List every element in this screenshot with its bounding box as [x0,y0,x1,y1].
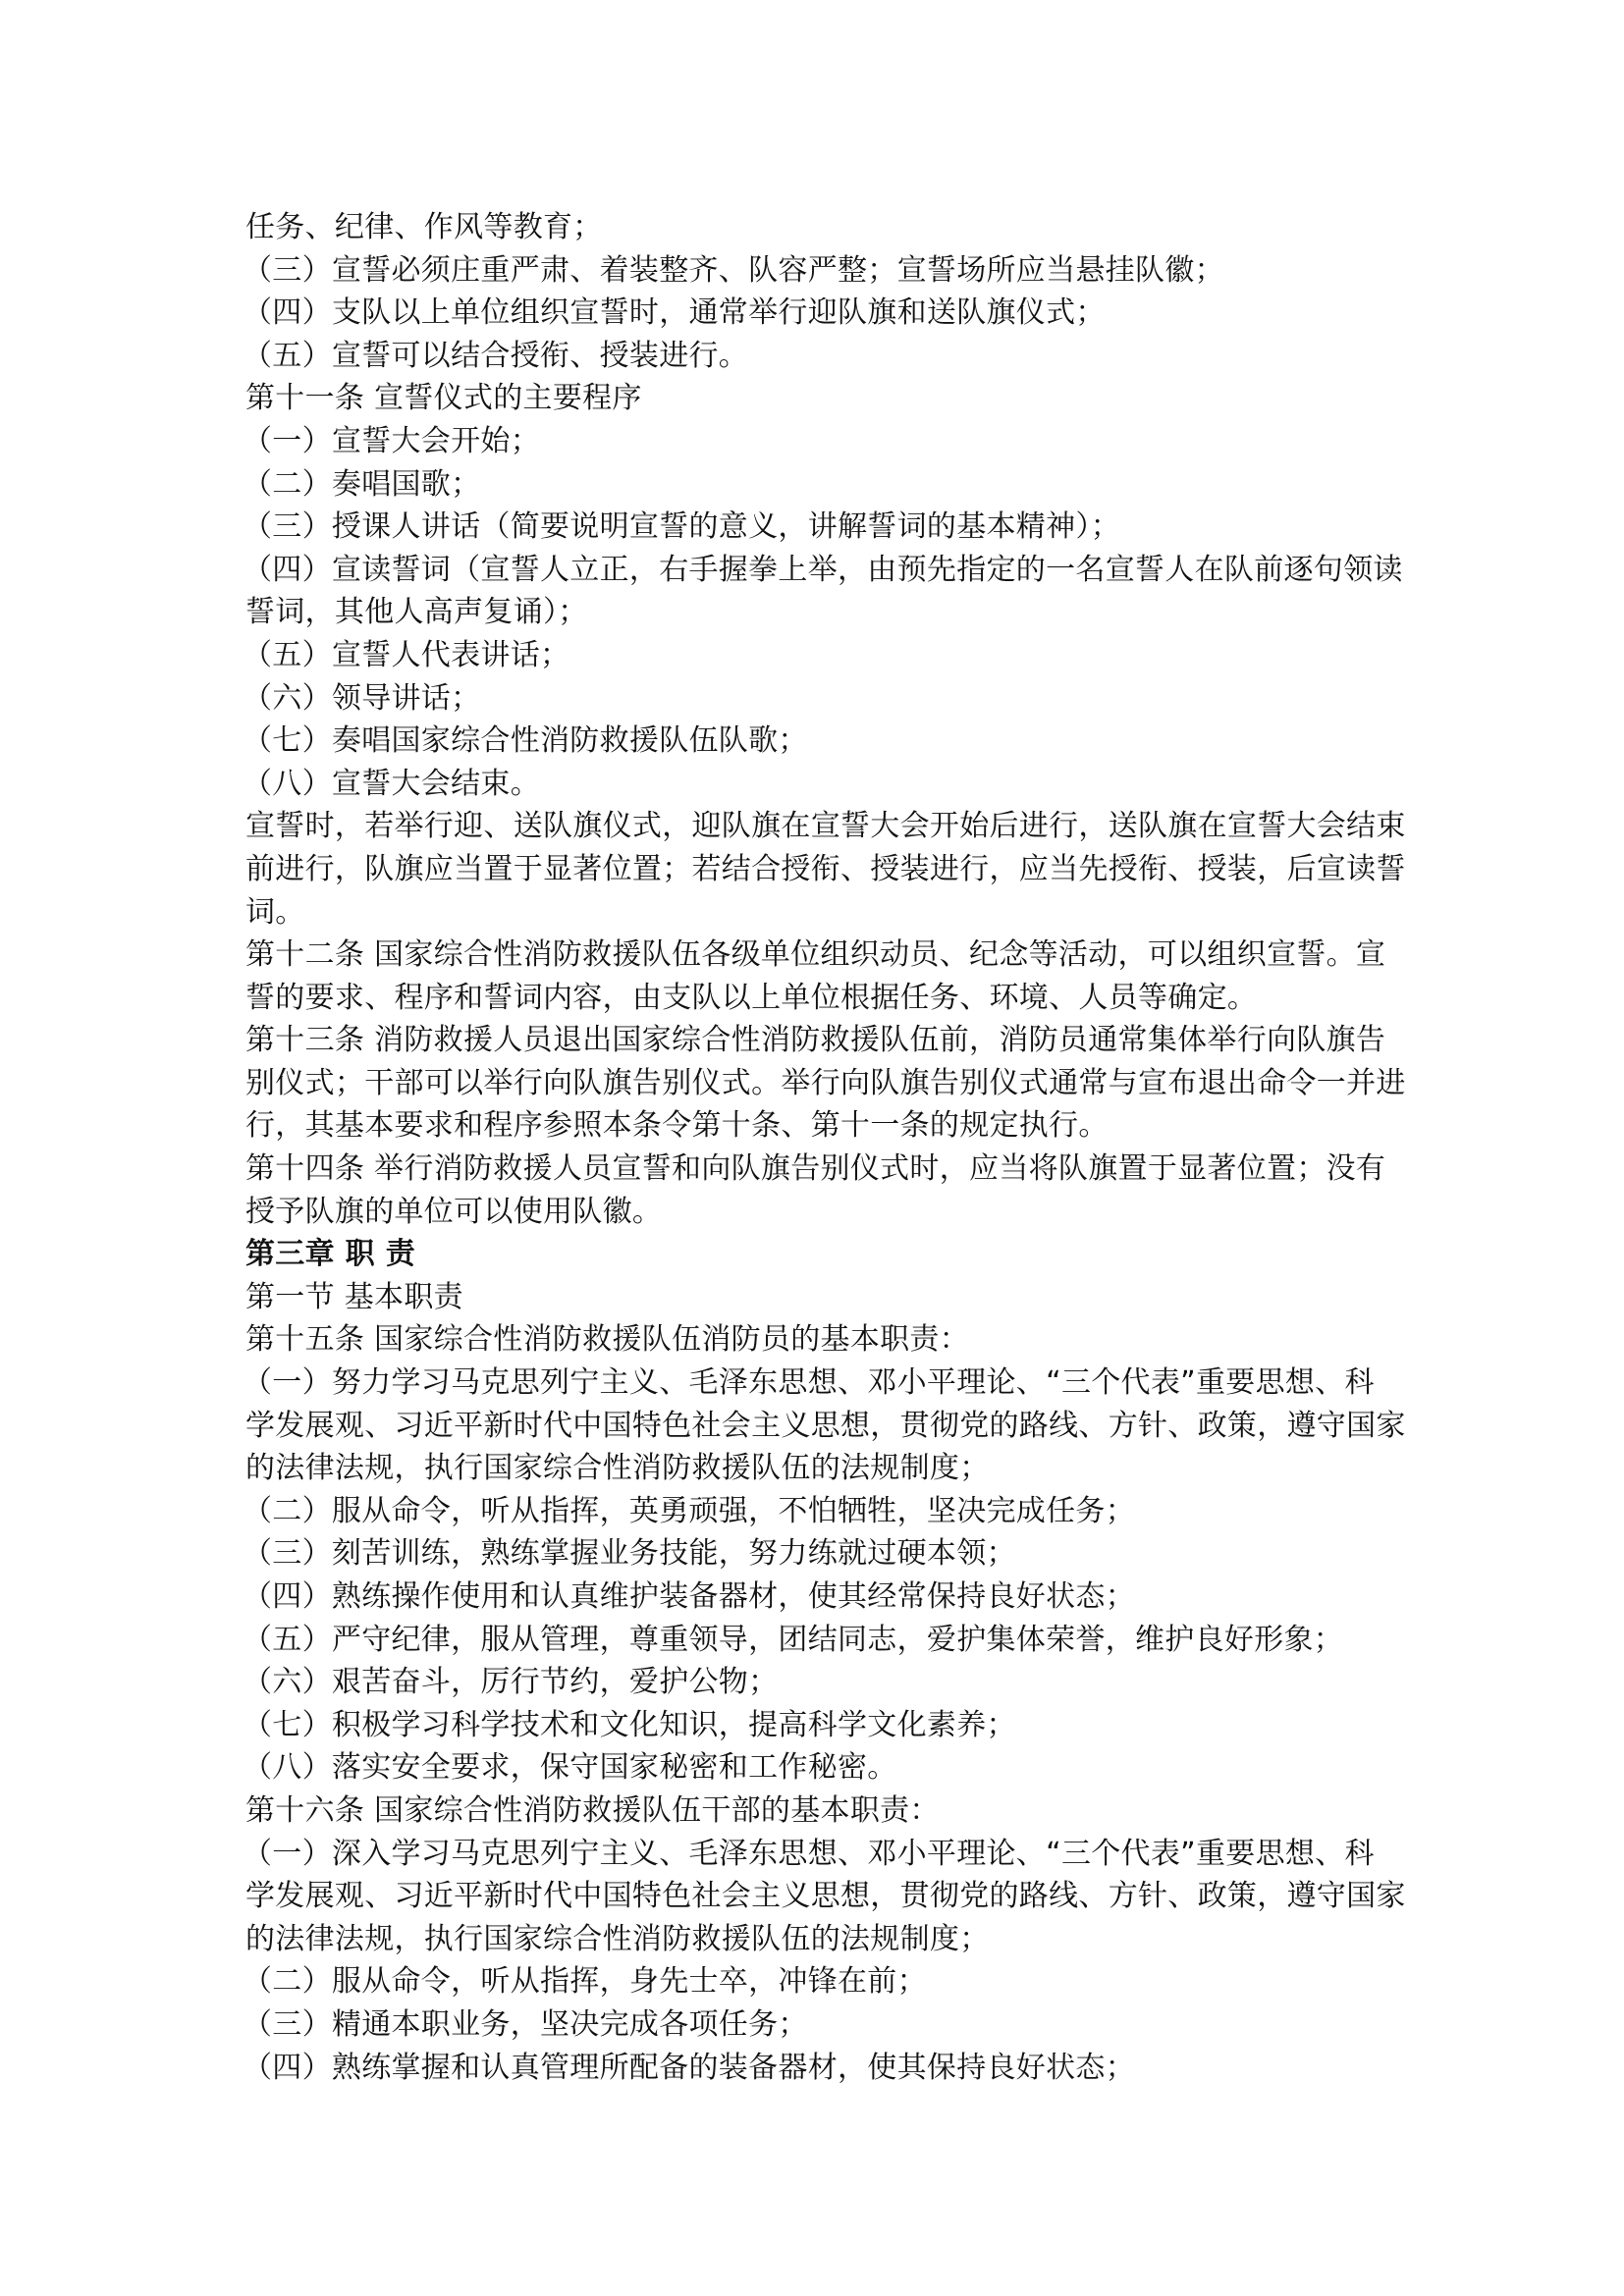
list-item: （一）深入学习马克思列宁主义、毛泽东思想、邓小平理论、“三个代表”重要思想、科 [243,1836,1375,1871]
text-line: 誓词，其他人高声复诵）； [245,595,588,630]
chapter-heading: 第三章 职 责 [245,1237,415,1272]
list-item: （四）熟练操作使用和认真维护装备器材，使其经常保持良好状态； [243,1579,1135,1614]
text-line: 词。 [245,894,305,930]
list-item: （八）落实安全要求，保守国家秘密和工作秘密。 [243,1750,897,1786]
list-item: （一）宣誓大会开始； [243,423,540,458]
text-line: 行，其基本要求和程序参照本条令第十条、第十一条的规定执行。 [245,1108,1109,1144]
list-item: （六）艰苦奋斗，厉行节约，爱护公物； [243,1665,779,1700]
document-page [243,206,1406,2089]
text-line: 宣誓时，若举行迎、送队旗仪式，迎队旗在宣誓大会开始后进行，送队旗在宣誓大会结束 [245,809,1406,844]
article-line: 第十二条 国家综合性消防救援队伍各级单位组织动员、纪念等活动，可以组织宣誓。宣 [245,937,1386,973]
list-item: （三）精通本职业务，坚决完成各项任务； [243,2006,808,2042]
section-heading: 第一节 基本职责 [245,1279,463,1314]
text-line: 的法律法规，执行国家综合性消防救援队伍的法规制度； [245,1921,990,1956]
text-line: 的法律法规，执行国家综合性消防救援队伍的法规制度； [245,1451,990,1486]
list-item: （一）努力学习马克思列宁主义、毛泽东思想、邓小平理论、“三个代表”重要思想、科 [243,1365,1375,1401]
list-item: （四）宣读誓词（宣誓人立正，右手握拳上举，由预先指定的一名宣誓人在队前逐句领读 [243,552,1403,587]
text-line: 前进行，队旗应当置于显著位置；若结合授衔、授装进行，应当先授衔、授装，后宣读誓 [245,851,1406,886]
list-item: （四）支队以上单位组织宣誓时，通常举行迎队旗和送队旗仪式； [243,295,1106,331]
list-item: （五）严守纪律，服从管理，尊重领导，团结同志，爱护集体荣誉，维护良好形象； [243,1622,1344,1657]
list-item: （五）宣誓人代表讲话； [243,637,570,672]
list-item: （三）刻苦训练，熟练掌握业务技能，努力练就过硬本领； [243,1536,1016,1572]
list-item: （七）奏唱国家综合性消防救援队伍队歌； [243,723,808,759]
text-line: 别仪式；干部可以举行向队旗告别仪式。举行向队旗告别仪式通常与宣布退出命令一并进 [245,1065,1406,1100]
list-item: （二）奏唱国歌； [243,466,481,502]
text-line: 授予队旗的单位可以使用队徽。 [245,1194,663,1229]
list-item: （二）服从命令，听从指挥，身先士卒，冲锋在前； [243,1964,927,2000]
text-line: 学发展观、习近平新时代中国特色社会主义思想，贯彻党的路线、方针、政策，遵守国家 [245,1879,1406,1914]
text-line: 任务、纪律、作风等教育； [245,210,603,244]
list-item: （八）宣誓大会结束。 [243,766,540,801]
list-item: （七）积极学习科学技术和文化知识，提高科学文化素养； [243,1707,1016,1742]
list-item: （四）熟练掌握和认真管理所配备的装备器材，使其保持良好状态； [243,2050,1135,2085]
list-item: （三）宣誓必须庄重严肃、着装整齐、队容严整；宣誓场所应当悬挂队徽； [243,252,1224,288]
article-title: 第十六条 国家综合性消防救援队伍干部的基本职责： [245,1792,940,1828]
text-line: 学发展观、习近平新时代中国特色社会主义思想，贯彻党的路线、方针、政策，遵守国家 [245,1408,1406,1443]
article-title: 第十五条 国家综合性消防救援队伍消防员的基本职责： [245,1322,970,1358]
text-line: 誓的要求、程序和誓词内容，由支队以上单位根据任务、环境、人员等确定。 [245,980,1258,1015]
article-line: 第十四条 举行消防救援人员宣誓和向队旗告别仪式时，应当将队旗置于显著位置；没有 [245,1151,1386,1187]
list-item: （五）宣誓可以结合授衔、授装进行。 [243,338,749,373]
list-item: （三）授课人讲话（简要说明宣誓的意义，讲解誓词的基本精神）； [243,509,1120,545]
article-title: 第十一条 宣誓仪式的主要程序 [245,381,642,416]
list-item: （二）服从命令，听从指挥，英勇顽强，不怕牺牲，坚决完成任务； [243,1493,1135,1528]
list-item: （六）领导讲话； [243,680,481,716]
article-line: 第十三条 消防救援人员退出国家综合性消防救援队伍前，消防员通常集体举行向队旗告 [245,1023,1386,1058]
